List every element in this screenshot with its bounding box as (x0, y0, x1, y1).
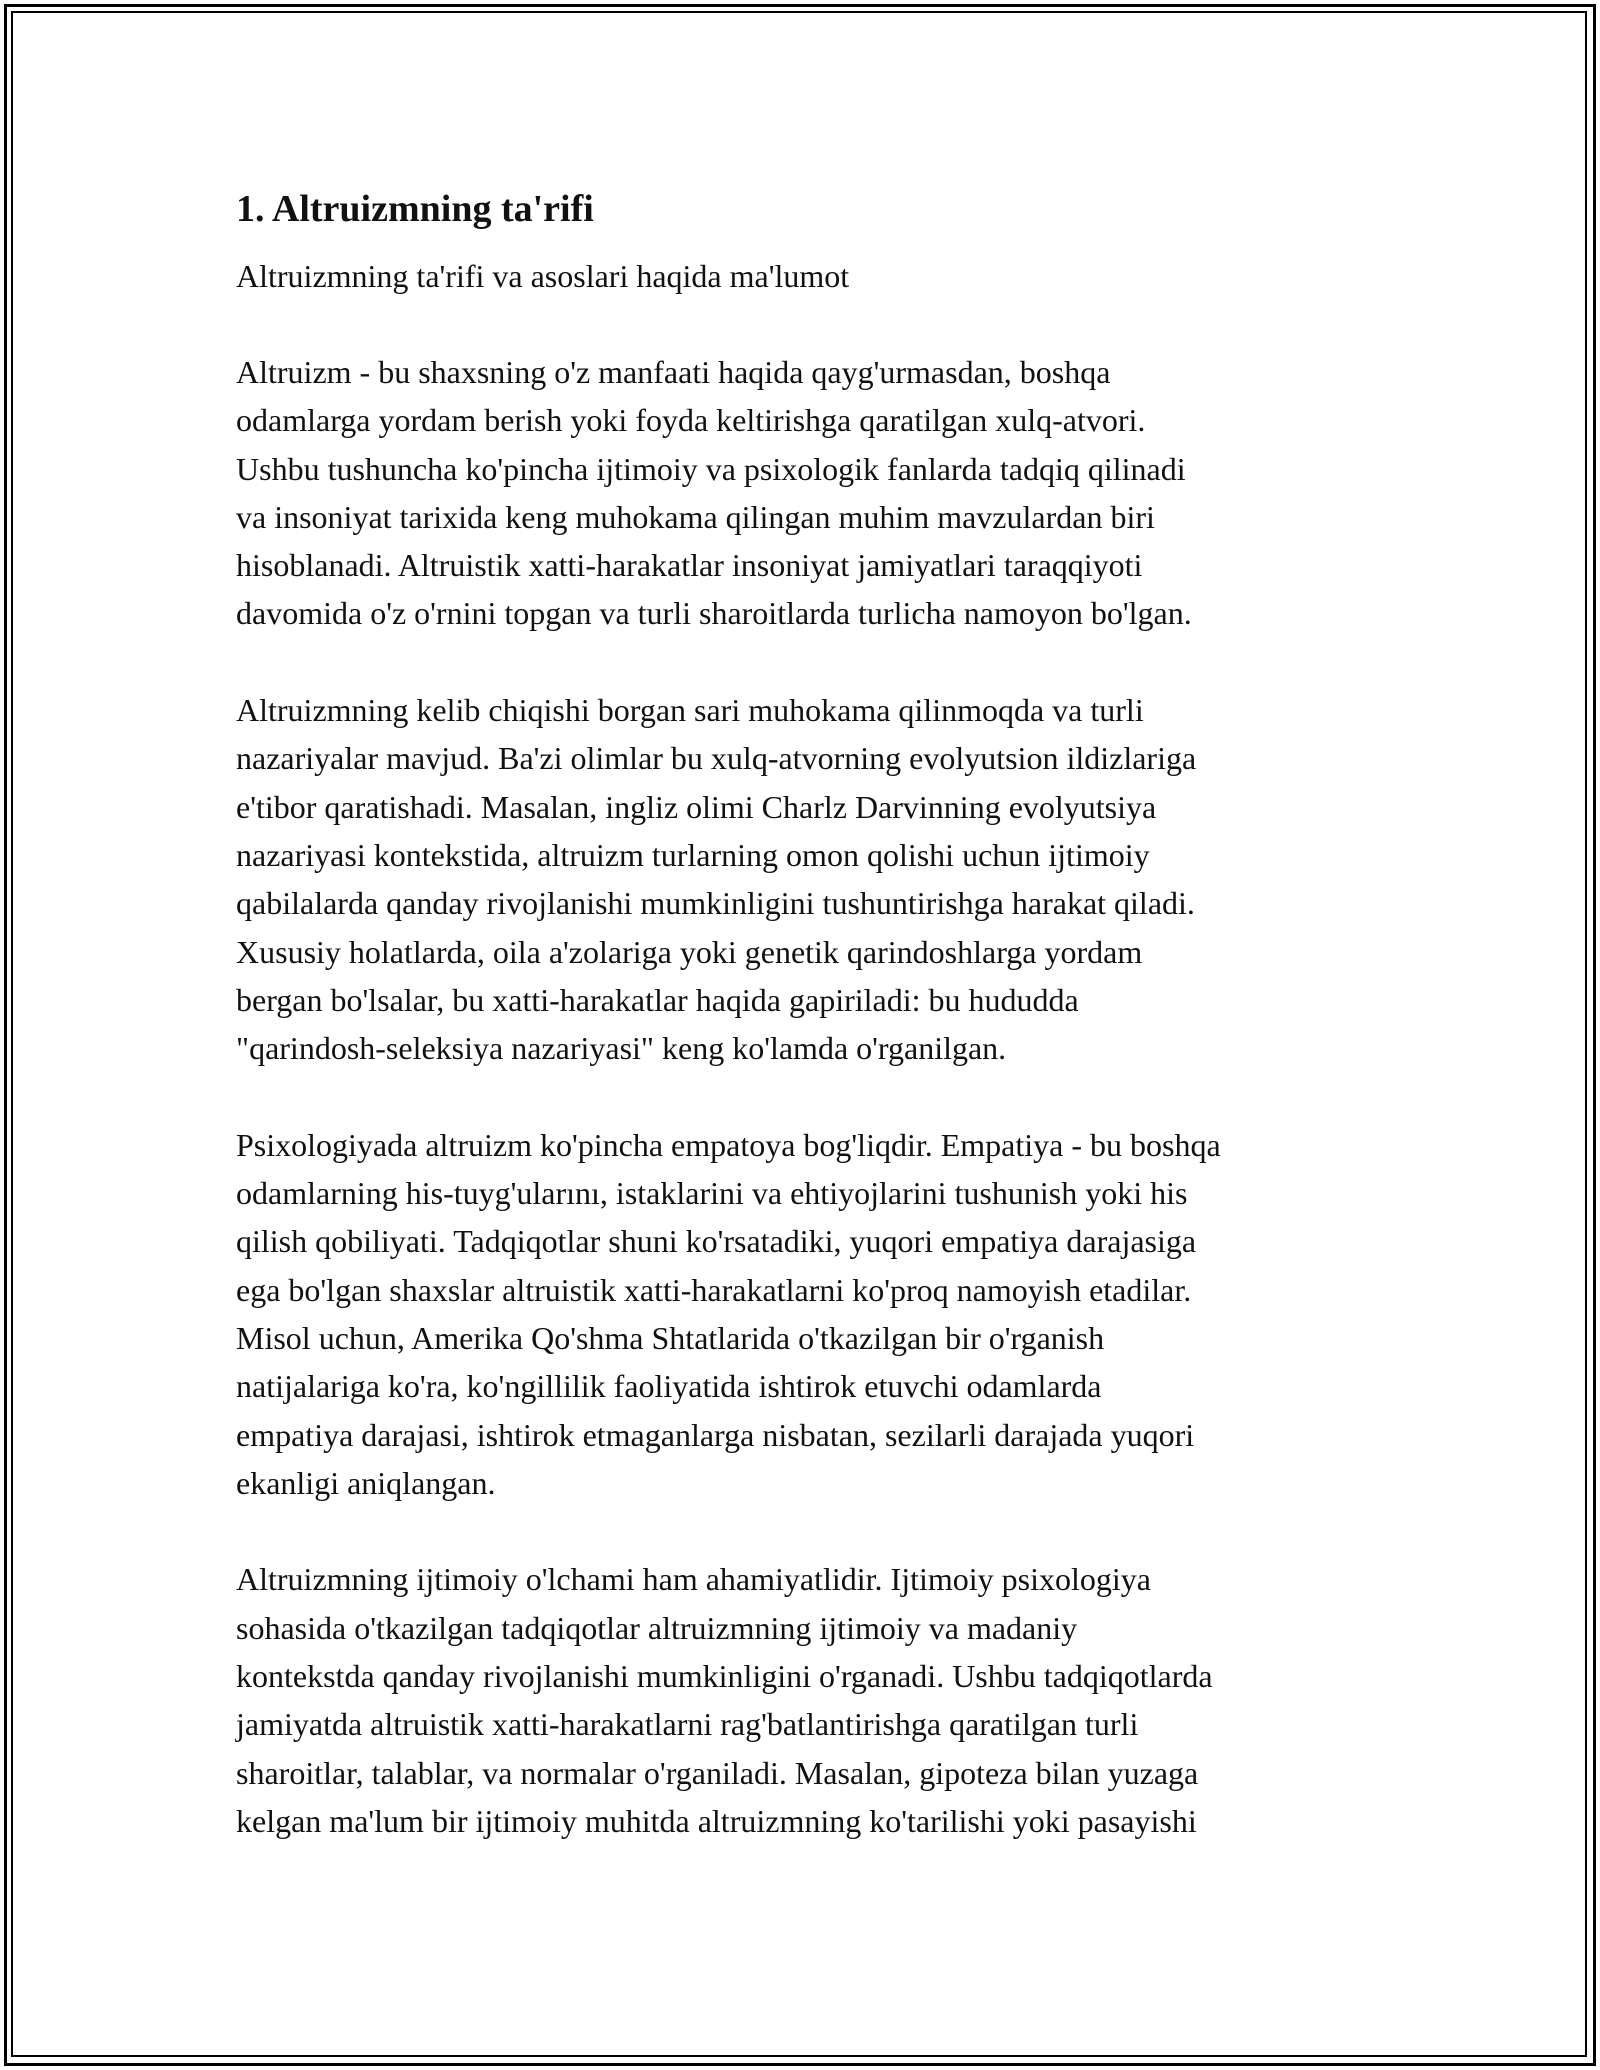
paragraph-line: qilish qobiliyati. Tadqiqotlar shuni ko'rsatadiki, yuqori empatiya darajasiga (236, 1223, 1197, 1260)
paragraph-line: odamlarning his-tuyg'ularını, istaklarini va ehtiyojlarini tushunish yoki his (236, 1175, 1188, 1212)
paragraph-line: Psixologiyada altruizm ko'pincha empatoya bog'liqdir. Empatiya - bu boshqa (236, 1126, 1221, 1163)
paragraph-line: ega bo'lgan shaxslar altruistik xatti-harakatlarni ko'proq namoyish etadilar. (236, 1271, 1192, 1308)
paragraph-line: empatiya darajasi, ishtirok etmaganlarga nisbatan, sezilarli darajada yuqori (236, 1416, 1195, 1453)
paragraph-line: Altruizm - bu shaxsning o'z manfaati haqida qayg'urmasdan, boshqa (236, 354, 1111, 390)
paragraph-line: sharoitlar, talablar, va normalar o'rganiladi. Masalan, gipoteza bilan yuzaga (236, 1754, 1199, 1791)
paragraph-line: ekanligi aniqlangan. (236, 1464, 496, 1501)
section-heading: 1. Altruizmning ta'rifi (236, 188, 594, 230)
paragraph-line: e'tibor qaratishadi. Masalan, ingliz olimi Charlz Darvinning evolyutsiya (236, 788, 1157, 825)
paragraph-line: jamiyatda altruistik xatti-harakatlarni rag'batlantirishga qaratilgan turli (236, 1706, 1139, 1743)
paragraph-line: davomida o'z o'rnini topgan va turli sharoitlarda turlicha namoyon bo'lgan. (236, 595, 1192, 632)
paragraph-line: "qarindosh-seleksiya nazariyasi" keng ko'lamda o'rganilgan. (236, 1030, 1007, 1067)
paragraph-2 (236, 686, 1396, 1072)
section-subtitle: Altruizmning ta'rifi va asoslari haqida ma'lumot (236, 258, 850, 294)
paragraph-line: kelgan ma'lum bir ijtimoiy muhitda altruizmning ko'tarilishi yoki pasayishi (236, 1802, 1197, 1839)
paragraph-line: hisoblanadi. Altruistik xatti-harakatlar insoniyat jamiyatlari taraqqiyoti (236, 547, 1143, 584)
paragraph-line: natijalariga ko'ra, ko'ngillilik faoliyatida ishtirok etuvchi odamlarda (236, 1368, 1102, 1405)
paragraph-line: bergan bo'lsalar, bu xatti-harakatlar haqida gapiriladi: bu hududda (236, 981, 1079, 1018)
paragraph-line: nazariyalar mavjud. Ba'zi olimlar bu xulq-atvorning evolyutsion ildizlariga (236, 740, 1197, 777)
paragraph-line: Altruizmning ijtimoiy o'lchami ham ahamiyatlidir. Ijtimoiy psixologiya (236, 1561, 1151, 1598)
paragraph-line: Misol uchun, Amerika Qo'shma Shtatlarida o'tkazilgan bir o'rganish (236, 1319, 1105, 1356)
paragraph-line: va insoniyat tarixida keng muhokama qilingan muhim mavzulardan biri (236, 498, 1155, 535)
paragraph-3 (236, 1121, 1396, 1507)
paragraph-line: sohasida o'tkazilgan tadqiqotlar altruizmning ijtimoiy va madaniy (236, 1609, 1078, 1646)
paragraph-line: Ushbu tushuncha ko'pincha ijtimoiy va psixologik fanlarda tadqiq qilinadi (236, 450, 1186, 487)
paragraph-line: odamlarga yordam berish yoki foyda keltirishga qaratilgan xulq-atvori. (236, 402, 1146, 439)
paragraph-line: nazariyasi kontekstida, altruizm turlarning omon qolishi uchun ijtimoiy (236, 836, 1150, 873)
paragraph-line: qabilalarda qanday rivojlanishi mumkinligini tushuntirishga harakat qiladi. (236, 885, 1195, 922)
paragraph-4 (236, 1555, 1396, 1845)
paragraph-line: kontekstda qanday rivojlanishi mumkinligini o'rganadi. Ushbu tadqiqotlarda (236, 1658, 1213, 1695)
paragraph-line: Altruizmning kelib chiqishi borgan sari muhokama qilinmoqda va turli (236, 692, 1144, 729)
paragraph-1 (236, 348, 1396, 638)
document-content (236, 184, 1396, 1894)
paragraph-line: Xususiy holatlarda, oila a'zolariga yoki genetik qarindoshlarga yordam (236, 933, 1143, 970)
